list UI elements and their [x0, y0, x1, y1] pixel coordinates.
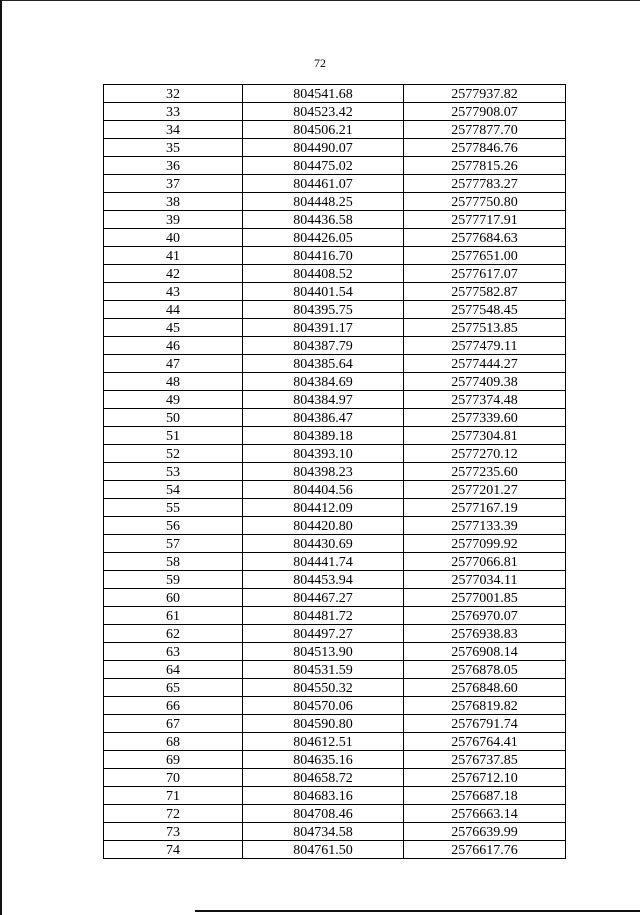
table-row: [104, 445, 566, 463]
x-coordinate-cell: 804389.18: [243, 427, 404, 445]
x-coordinate-cell: 804387.79: [243, 337, 404, 355]
y-coordinate-cell: 2577783.27: [404, 175, 566, 193]
table-row: [104, 391, 566, 409]
y-coordinate-cell: 2577684.63: [404, 229, 566, 247]
scan-border-top: [0, 0, 640, 1]
x-coordinate-cell: 804430.69: [243, 535, 404, 553]
point-number-cell: 45: [104, 319, 243, 337]
x-coordinate-cell: 804401.54: [243, 283, 404, 301]
y-coordinate-cell: 2577235.60: [404, 463, 566, 481]
x-coordinate-cell: 804475.02: [243, 157, 404, 175]
y-coordinate-cell: 2577937.82: [404, 85, 566, 103]
table-row: [104, 355, 566, 373]
point-number-cell: 49: [104, 391, 243, 409]
x-coordinate-cell: 804395.75: [243, 301, 404, 319]
point-number-cell: 65: [104, 679, 243, 697]
y-coordinate-cell: 2577099.92: [404, 535, 566, 553]
y-coordinate-cell: 2576878.05: [404, 661, 566, 679]
x-coordinate-cell: 804513.90: [243, 643, 404, 661]
point-number-cell: 52: [104, 445, 243, 463]
y-coordinate-cell: 2577548.45: [404, 301, 566, 319]
point-number-cell: 61: [104, 607, 243, 625]
y-coordinate-cell: 2576712.10: [404, 769, 566, 787]
y-coordinate-cell: 2577815.26: [404, 157, 566, 175]
point-number-cell: 56: [104, 517, 243, 535]
table-row: [104, 247, 566, 265]
table-row: [104, 499, 566, 517]
x-coordinate-cell: 804391.17: [243, 319, 404, 337]
table-row: [104, 733, 566, 751]
table-row: [104, 121, 566, 139]
x-coordinate-cell: 804467.27: [243, 589, 404, 607]
point-number-cell: 59: [104, 571, 243, 589]
y-coordinate-cell: 2577034.11: [404, 571, 566, 589]
table-row: [104, 697, 566, 715]
table-row: [104, 283, 566, 301]
x-coordinate-cell: 804416.70: [243, 247, 404, 265]
point-number-cell: 62: [104, 625, 243, 643]
x-coordinate-cell: 804441.74: [243, 553, 404, 571]
table-row: [104, 571, 566, 589]
point-number-cell: 63: [104, 643, 243, 661]
x-coordinate-cell: 804384.97: [243, 391, 404, 409]
y-coordinate-cell: 2576663.14: [404, 805, 566, 823]
y-coordinate-cell: 2576687.18: [404, 787, 566, 805]
y-coordinate-cell: 2576737.85: [404, 751, 566, 769]
table-row: [104, 265, 566, 283]
point-number-cell: 73: [104, 823, 243, 841]
point-number-cell: 37: [104, 175, 243, 193]
table-row: [104, 787, 566, 805]
x-coordinate-cell: 804761.50: [243, 841, 404, 859]
y-coordinate-cell: 2577001.85: [404, 589, 566, 607]
x-coordinate-cell: 804612.51: [243, 733, 404, 751]
y-coordinate-cell: 2577167.19: [404, 499, 566, 517]
y-coordinate-cell: 2576764.41: [404, 733, 566, 751]
x-coordinate-cell: 804398.23: [243, 463, 404, 481]
table-row: [104, 463, 566, 481]
y-coordinate-cell: 2577717.91: [404, 211, 566, 229]
x-coordinate-cell: 804426.05: [243, 229, 404, 247]
point-number-cell: 50: [104, 409, 243, 427]
point-number-cell: 48: [104, 373, 243, 391]
y-coordinate-cell: 2576970.07: [404, 607, 566, 625]
table-row: [104, 715, 566, 733]
x-coordinate-cell: 804404.56: [243, 481, 404, 499]
point-number-cell: 33: [104, 103, 243, 121]
y-coordinate-cell: 2576819.82: [404, 697, 566, 715]
x-coordinate-cell: 804683.16: [243, 787, 404, 805]
table-row: [104, 643, 566, 661]
y-coordinate-cell: 2577339.60: [404, 409, 566, 427]
table-row: [104, 553, 566, 571]
y-coordinate-cell: 2577304.81: [404, 427, 566, 445]
table-row: [104, 517, 566, 535]
x-coordinate-cell: 804412.09: [243, 499, 404, 517]
x-coordinate-cell: 804408.52: [243, 265, 404, 283]
x-coordinate-cell: 804436.58: [243, 211, 404, 229]
point-number-cell: 64: [104, 661, 243, 679]
table-row: [104, 427, 566, 445]
x-coordinate-cell: 804481.72: [243, 607, 404, 625]
y-coordinate-cell: 2577409.38: [404, 373, 566, 391]
point-number-cell: 46: [104, 337, 243, 355]
point-number-cell: 39: [104, 211, 243, 229]
point-number-cell: 60: [104, 589, 243, 607]
y-coordinate-cell: 2576938.83: [404, 625, 566, 643]
x-coordinate-cell: 804384.69: [243, 373, 404, 391]
table-row: [104, 85, 566, 103]
point-number-cell: 68: [104, 733, 243, 751]
y-coordinate-cell: 2577877.70: [404, 121, 566, 139]
table-row: [104, 175, 566, 193]
table-row: [104, 823, 566, 841]
table-row: [104, 679, 566, 697]
y-coordinate-cell: 2577908.07: [404, 103, 566, 121]
y-coordinate-cell: 2577444.27: [404, 355, 566, 373]
table-row: [104, 409, 566, 427]
coordinates-table: [103, 84, 566, 859]
x-coordinate-cell: 804453.94: [243, 571, 404, 589]
point-number-cell: 67: [104, 715, 243, 733]
x-coordinate-cell: 804541.68: [243, 85, 404, 103]
point-number-cell: 35: [104, 139, 243, 157]
table-row: [104, 139, 566, 157]
point-number-cell: 66: [104, 697, 243, 715]
point-number-cell: 43: [104, 283, 243, 301]
y-coordinate-cell: 2576908.14: [404, 643, 566, 661]
table-row: [104, 607, 566, 625]
y-coordinate-cell: 2576848.60: [404, 679, 566, 697]
y-coordinate-cell: 2577133.39: [404, 517, 566, 535]
x-coordinate-cell: 804490.07: [243, 139, 404, 157]
point-number-cell: 51: [104, 427, 243, 445]
point-number-cell: 36: [104, 157, 243, 175]
scan-border-left: [0, 0, 2, 915]
scan-border-bottom: [195, 910, 640, 912]
y-coordinate-cell: 2576791.74: [404, 715, 566, 733]
x-coordinate-cell: 804590.80: [243, 715, 404, 733]
table-row: [104, 103, 566, 121]
point-number-cell: 42: [104, 265, 243, 283]
table-row: [104, 157, 566, 175]
point-number-cell: 53: [104, 463, 243, 481]
point-number-cell: 74: [104, 841, 243, 859]
x-coordinate-cell: 804531.59: [243, 661, 404, 679]
point-number-cell: 71: [104, 787, 243, 805]
page-number: 72: [314, 56, 326, 70]
coordinates-table-body: [104, 85, 566, 859]
x-coordinate-cell: 804497.27: [243, 625, 404, 643]
table-row: [104, 301, 566, 319]
point-number-cell: 69: [104, 751, 243, 769]
point-number-cell: 34: [104, 121, 243, 139]
table-row: [104, 751, 566, 769]
y-coordinate-cell: 2577479.11: [404, 337, 566, 355]
y-coordinate-cell: 2577066.81: [404, 553, 566, 571]
x-coordinate-cell: 804734.58: [243, 823, 404, 841]
table-row: [104, 481, 566, 499]
table-row: [104, 319, 566, 337]
x-coordinate-cell: 804635.16: [243, 751, 404, 769]
table-row: [104, 589, 566, 607]
point-number-cell: 38: [104, 193, 243, 211]
point-number-cell: 44: [104, 301, 243, 319]
x-coordinate-cell: 804393.10: [243, 445, 404, 463]
y-coordinate-cell: 2577846.76: [404, 139, 566, 157]
point-number-cell: 55: [104, 499, 243, 517]
y-coordinate-cell: 2577374.48: [404, 391, 566, 409]
y-coordinate-cell: 2576639.99: [404, 823, 566, 841]
x-coordinate-cell: 804550.32: [243, 679, 404, 697]
y-coordinate-cell: 2577513.85: [404, 319, 566, 337]
table-row: [104, 535, 566, 553]
table-row: [104, 193, 566, 211]
table-row: [104, 229, 566, 247]
y-coordinate-cell: 2577750.80: [404, 193, 566, 211]
point-number-cell: 70: [104, 769, 243, 787]
table-row: [104, 769, 566, 787]
table-row: [104, 661, 566, 679]
table-row: [104, 373, 566, 391]
point-number-cell: 40: [104, 229, 243, 247]
x-coordinate-cell: 804570.06: [243, 697, 404, 715]
y-coordinate-cell: 2577617.07: [404, 265, 566, 283]
point-number-cell: 54: [104, 481, 243, 499]
y-coordinate-cell: 2577582.87: [404, 283, 566, 301]
y-coordinate-cell: 2577651.00: [404, 247, 566, 265]
x-coordinate-cell: 804420.80: [243, 517, 404, 535]
y-coordinate-cell: 2577201.27: [404, 481, 566, 499]
point-number-cell: 32: [104, 85, 243, 103]
x-coordinate-cell: 804658.72: [243, 769, 404, 787]
table-row: [104, 337, 566, 355]
y-coordinate-cell: 2577270.12: [404, 445, 566, 463]
table-row: [104, 805, 566, 823]
x-coordinate-cell: 804708.46: [243, 805, 404, 823]
x-coordinate-cell: 804385.64: [243, 355, 404, 373]
x-coordinate-cell: 804448.25: [243, 193, 404, 211]
point-number-cell: 72: [104, 805, 243, 823]
x-coordinate-cell: 804506.21: [243, 121, 404, 139]
point-number-cell: 41: [104, 247, 243, 265]
point-number-cell: 47: [104, 355, 243, 373]
table-row: [104, 211, 566, 229]
y-coordinate-cell: 2576617.76: [404, 841, 566, 859]
point-number-cell: 57: [104, 535, 243, 553]
x-coordinate-cell: 804386.47: [243, 409, 404, 427]
x-coordinate-cell: 804523.42: [243, 103, 404, 121]
point-number-cell: 58: [104, 553, 243, 571]
table-row: [104, 841, 566, 859]
x-coordinate-cell: 804461.07: [243, 175, 404, 193]
table-row: [104, 625, 566, 643]
